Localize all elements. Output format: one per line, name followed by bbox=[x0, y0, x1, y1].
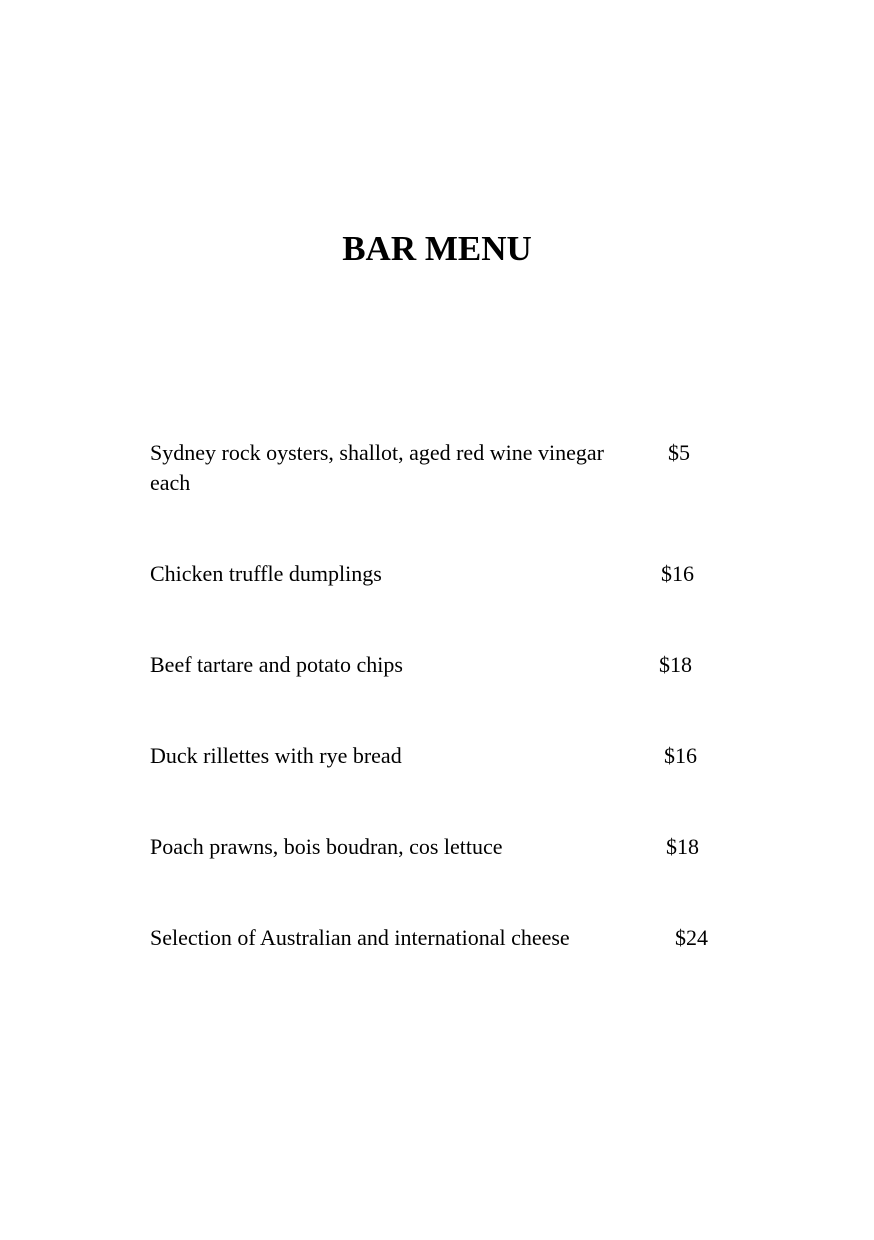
menu-title: BAR MENU bbox=[342, 229, 532, 268]
menu-item-name: Beef tartare and potato chips bbox=[150, 652, 403, 677]
menu-item-price: $18 bbox=[666, 834, 699, 859]
menu-item-price: $16 bbox=[664, 743, 697, 768]
menu-item-name: Selection of Australian and international cheese bbox=[150, 925, 570, 950]
menu-item-price: $5 bbox=[668, 440, 690, 465]
menu-item-name: Duck rillettes with rye bread bbox=[150, 743, 402, 768]
menu-item-name-line2: each bbox=[150, 470, 191, 495]
menu-item-name-line1: Sydney rock oysters, shallot, aged red wine vinegar bbox=[150, 440, 604, 465]
menu-item-name bbox=[150, 438, 604, 498]
menu-item-name: Chicken truffle dumplings bbox=[150, 561, 382, 586]
menu-item-price: $16 bbox=[661, 561, 694, 586]
menu-item-name: Poach prawns, bois boudran, cos lettuce bbox=[150, 834, 503, 859]
menu-item-price: $24 bbox=[675, 925, 708, 950]
menu-item-price: $18 bbox=[659, 652, 692, 677]
